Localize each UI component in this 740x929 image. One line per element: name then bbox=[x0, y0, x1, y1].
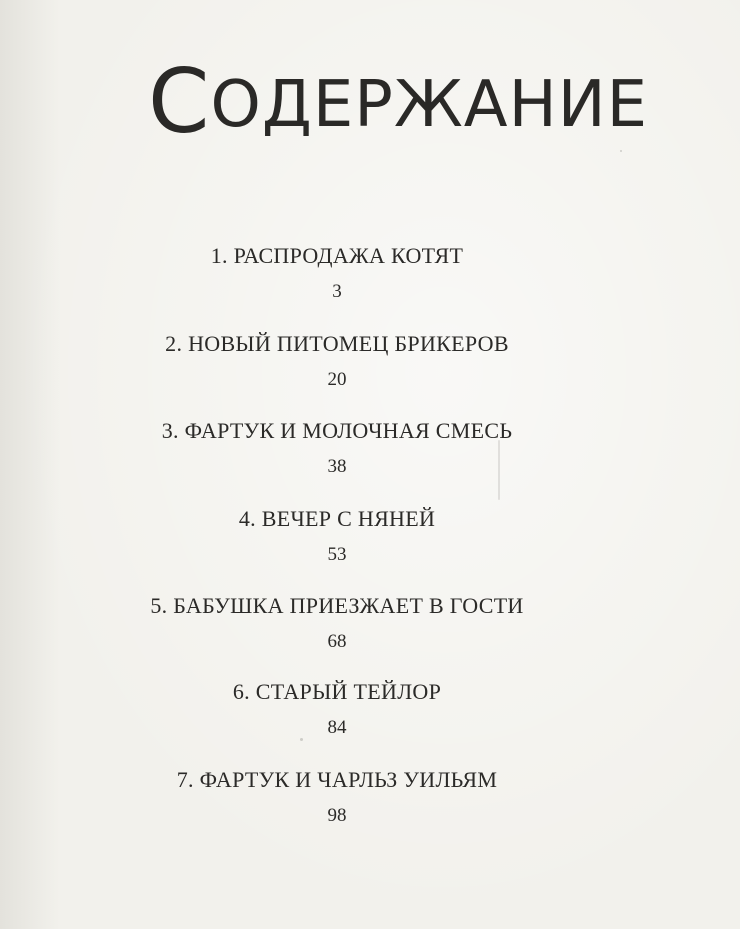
toc-entry bbox=[0, 242, 674, 304]
toc-entry-page-number: 84 bbox=[327, 717, 347, 738]
paper-speck bbox=[498, 440, 500, 500]
toc-entry bbox=[0, 592, 674, 654]
toc-entry bbox=[0, 330, 674, 392]
toc-entry-title: 7. ФАРТУК И ЧАРЛЬЗ УИЛЬЯМ bbox=[176, 767, 498, 792]
toc-entry-page-number: 20 bbox=[327, 369, 347, 390]
paper-speck bbox=[300, 738, 303, 741]
title-rest: ОДЕРЖАНИЕ bbox=[210, 68, 649, 142]
toc-entry-page-number: 68 bbox=[327, 631, 347, 652]
title-first-letter: С bbox=[148, 50, 211, 153]
toc-entry-page-number: 53 bbox=[327, 544, 347, 565]
toc-entry-title: 4. ВЕЧЕР С НЯНЕЙ bbox=[238, 506, 436, 531]
paper-speck bbox=[620, 150, 622, 152]
toc-entry-title: 1. РАСПРОДАЖА КОТЯТ bbox=[210, 243, 464, 268]
toc-entry bbox=[0, 505, 674, 567]
toc-entry-title: 3. ФАРТУК И МОЛОЧНАЯ СМЕСЬ bbox=[161, 418, 513, 443]
toc-entry bbox=[0, 766, 674, 828]
toc-entry-page-number: 3 bbox=[332, 281, 342, 302]
toc-entry bbox=[0, 678, 674, 740]
toc-entry-title: 6. СТАРЫЙ ТЕЙЛОР bbox=[232, 679, 442, 704]
toc-entry-page-number: 38 bbox=[327, 456, 347, 477]
toc-entry-page-number: 98 bbox=[327, 805, 347, 826]
toc-entry bbox=[0, 417, 674, 479]
toc-entry-title: 2. НОВЫЙ ПИТОМЕЦ БРИКЕРОВ bbox=[165, 331, 509, 356]
toc-entry-title: 5. БАБУШКА ПРИЕЗЖАЕТ В ГОСТИ bbox=[150, 593, 524, 618]
